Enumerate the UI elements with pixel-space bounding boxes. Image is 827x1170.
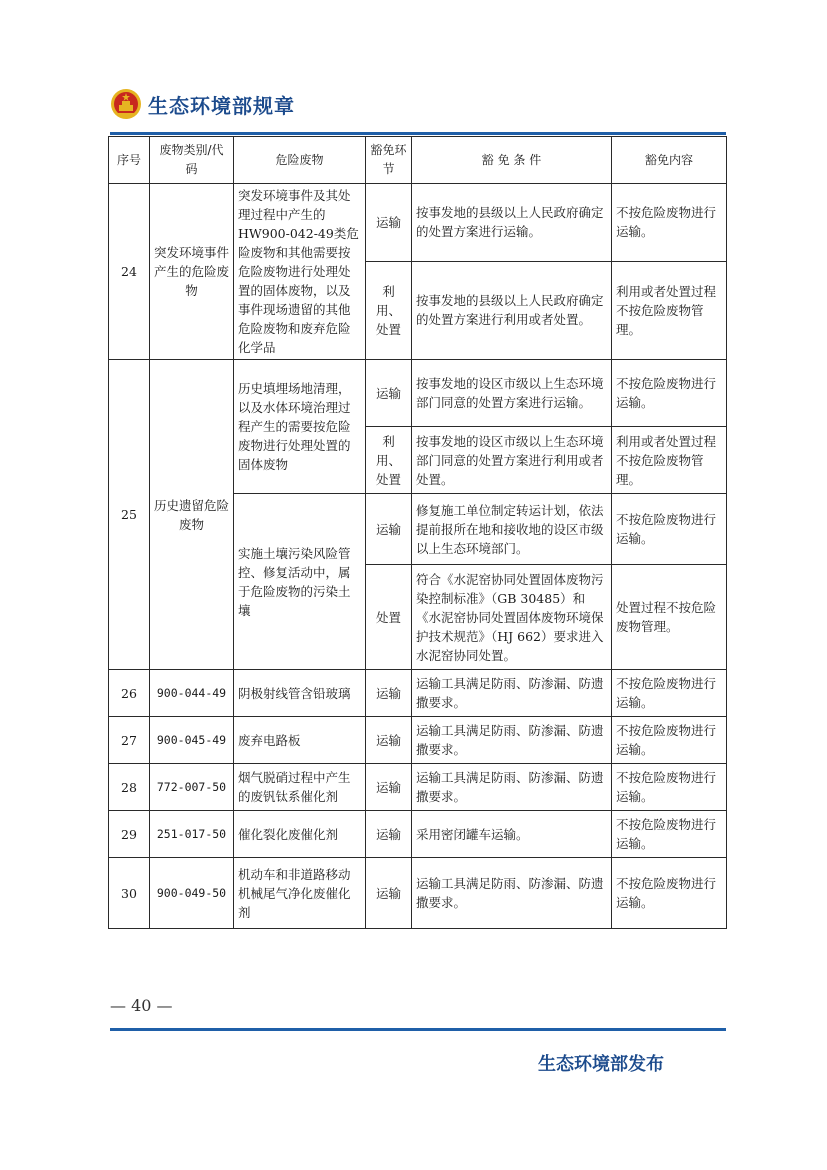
exempt-condition: 运输工具满足防雨、防渗漏、防遗撒要求。 <box>412 858 612 929</box>
exempt-condition: 按事发地的县级以上人民政府确定的处置方案进行运输。 <box>412 184 612 262</box>
exempt-content: 利用或者处置过程不按危险废物管理。 <box>612 427 727 494</box>
exempt-stage: 运输 <box>366 764 412 811</box>
table-row <box>109 858 727 929</box>
exempt-content: 利用或者处置过程不按危险废物管理。 <box>612 261 727 359</box>
table-row <box>109 764 727 811</box>
waste-code: 900-044-49 <box>150 670 234 717</box>
table-row <box>109 670 727 717</box>
exempt-stage: 运输 <box>366 494 412 565</box>
row-number: 24 <box>109 184 150 360</box>
waste-description: 催化裂化废催化剂 <box>234 811 366 858</box>
exempt-condition: 按事发地的设区市级以上生态环境部门同意的处置方案进行利用或者处置。 <box>412 427 612 494</box>
header-content: 豁免内容 <box>612 137 727 184</box>
exempt-stage: 运输 <box>366 717 412 764</box>
table-header-row <box>109 137 727 184</box>
waste-code: 772-007-50 <box>150 764 234 811</box>
exempt-stage: 利用、处置 <box>366 427 412 494</box>
waste-code: 900-049-50 <box>150 858 234 929</box>
exempt-content: 不按危险废物进行运输。 <box>612 717 727 764</box>
exempt-stage: 运输 <box>366 360 412 427</box>
footer-divider <box>110 1028 726 1031</box>
header-divider <box>110 132 726 135</box>
waste-description: 烟气脱硝过程中产生的废钒钛系催化剂 <box>234 764 366 811</box>
exempt-condition: 运输工具满足防雨、防渗漏、防遗撒要求。 <box>412 764 612 811</box>
waste-category: 历史遗留危险废物 <box>150 360 234 670</box>
exempt-condition: 按事发地的设区市级以上生态环境部门同意的处置方案进行运输。 <box>412 360 612 427</box>
exempt-stage: 处置 <box>366 565 412 670</box>
exempt-condition: 采用密闭罐车运输。 <box>412 811 612 858</box>
exemption-table <box>108 136 727 929</box>
row-number: 28 <box>109 764 150 811</box>
header-waste: 危险废物 <box>234 137 366 184</box>
exempt-stage: 运输 <box>366 670 412 717</box>
waste-description: 突发环境事件及其处理过程中产生的HW900-042-49类危险废物和其他需要按危险废物进行处理处置的固体废物，以及事件现场遗留的其他危险废物和废弃危险化学品 <box>234 184 366 360</box>
footer-publisher: 生态环境部发布 <box>538 1054 664 1075</box>
header-category: 废物类别/代码 <box>150 137 234 184</box>
page-number: — 40 — <box>110 996 173 1015</box>
table-row <box>109 717 727 764</box>
exempt-stage: 运输 <box>366 858 412 929</box>
row-number: 30 <box>109 858 150 929</box>
exempt-content: 不按危险废物进行运输。 <box>612 494 727 565</box>
row-number: 27 <box>109 717 150 764</box>
header-no: 序号 <box>109 137 150 184</box>
row-number: 25 <box>109 360 150 670</box>
exempt-condition: 运输工具满足防雨、防渗漏、防遗撒要求。 <box>412 670 612 717</box>
waste-category: 突发环境事件产生的危险废物 <box>150 184 234 360</box>
waste-code: 251-017-50 <box>150 811 234 858</box>
waste-code: 900-045-49 <box>150 717 234 764</box>
exempt-content: 不按危险废物进行运输。 <box>612 184 727 262</box>
exempt-condition: 修复施工单位制定转运计划，依法提前报所在地和接收地的设区市级以上生态环境部门。 <box>412 494 612 565</box>
exempt-condition: 运输工具满足防雨、防渗漏、防遗撒要求。 <box>412 717 612 764</box>
waste-description: 历史填埋场地清理，以及水体环境治理过程产生的需要按危险废物进行处理处置的固体废物 <box>234 360 366 494</box>
national-emblem-icon <box>110 88 142 120</box>
exempt-content: 处置过程不按危险废物管理。 <box>612 565 727 670</box>
row-number: 26 <box>109 670 150 717</box>
exempt-content: 不按危险废物进行运输。 <box>612 858 727 929</box>
exempt-stage: 利用、处置 <box>366 261 412 359</box>
table-row <box>109 811 727 858</box>
waste-description: 废弃电路板 <box>234 717 366 764</box>
page-header <box>110 86 726 126</box>
header-title: 生态环境部规章 <box>148 94 295 118</box>
exempt-stage: 运输 <box>366 811 412 858</box>
exempt-content: 不按危险废物进行运输。 <box>612 764 727 811</box>
exempt-condition: 符合《水泥窑协同处置固体废物污染控制标准》（GB 30485）和《水泥窑协同处置固体废物环境保护技术规范》（HJ 662）要求进入水泥窑协同处置。 <box>412 565 612 670</box>
header-condition: 豁 免 条 件 <box>412 137 612 184</box>
exempt-content: 不按危险废物进行运输。 <box>612 670 727 717</box>
table-row <box>109 360 727 427</box>
exempt-condition: 按事发地的县级以上人民政府确定的处置方案进行利用或者处置。 <box>412 261 612 359</box>
row-number: 29 <box>109 811 150 858</box>
waste-description: 机动车和非道路移动机械尾气净化废催化剂 <box>234 858 366 929</box>
waste-description: 实施土壤污染风险管控、修复活动中，属于危险废物的污染土壤 <box>234 494 366 670</box>
header-stage: 豁免环节 <box>366 137 412 184</box>
exempt-content: 不按危险废物进行运输。 <box>612 360 727 427</box>
exempt-stage: 运输 <box>366 184 412 262</box>
exempt-content: 不按危险废物进行运输。 <box>612 811 727 858</box>
table-row <box>109 184 727 262</box>
waste-description: 阴极射线管含铅玻璃 <box>234 670 366 717</box>
